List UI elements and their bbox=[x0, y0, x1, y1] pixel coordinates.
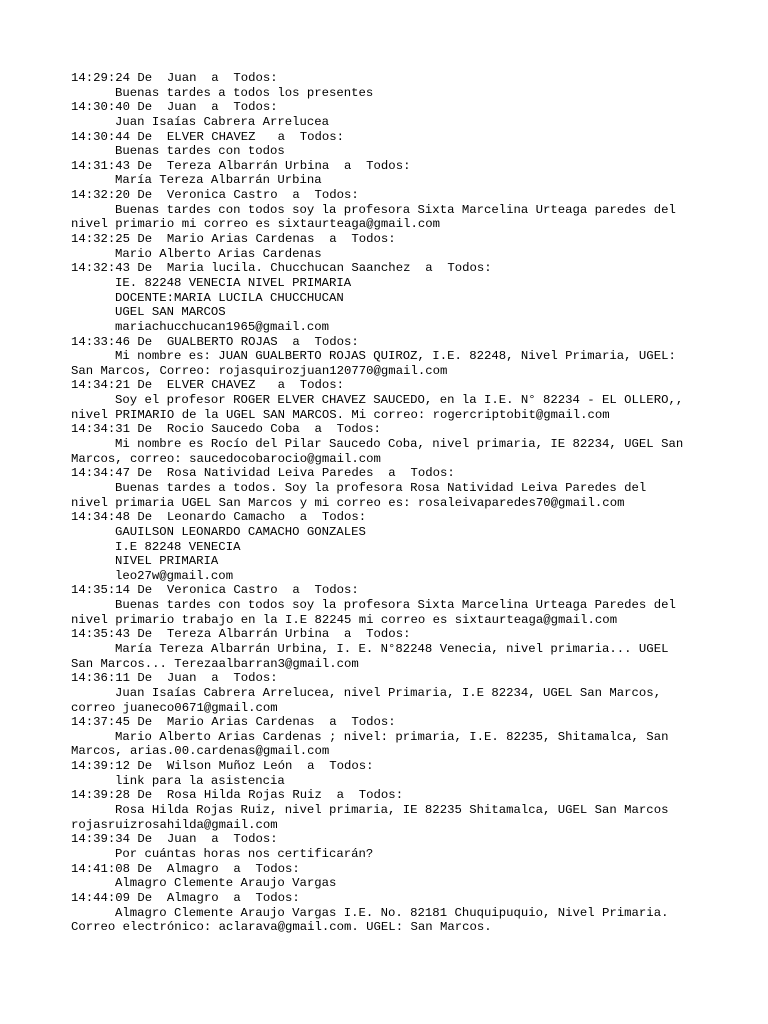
message-text: María Tereza Albarrán Urbina, I. E. N°82248 Venecia, nivel primaria... UGEL bbox=[115, 641, 669, 656]
message-text: NIVEL PRIMARIA bbox=[115, 554, 219, 569]
message-text: DOCENTE:MARIA LUCILA CHUCCHUCAN bbox=[115, 290, 344, 305]
message-header: 14:34:47 De Rosa Natividad Leiva Paredes a Todos: bbox=[71, 466, 455, 481]
message-text-continuation: Marcos, correo: saucedocobarocio@gmail.com bbox=[71, 451, 381, 466]
message-text: Mario Alberto Arias Cardenas ; nivel: primaria, I.E. 82235, Shitamalca, San bbox=[115, 729, 669, 744]
message-text: IE. 82248 VENECIA NIVEL PRIMARIA bbox=[115, 275, 352, 290]
message-header: 14:44:09 De Almagro a Todos: bbox=[71, 890, 300, 905]
message-header: 14:35:14 De Veronica Castro a Todos: bbox=[71, 583, 359, 598]
message-text: UGEL SAN MARCOS bbox=[115, 305, 226, 320]
message-header: 14:39:28 De Rosa Hilda Rojas Ruiz a Todos: bbox=[71, 788, 404, 803]
message-header: 14:36:11 De Juan a Todos: bbox=[71, 671, 278, 686]
message-header: 14:41:08 De Almagro a Todos: bbox=[71, 861, 300, 876]
message-text: Mi nombre es Rocío del Pilar Saucedo Coba, nivel primaria, IE 82234, UGEL San bbox=[115, 437, 684, 452]
chat-transcript bbox=[71, 71, 731, 935]
message-text-continuation: nivel PRIMARIO de la UGEL SAN MARCOS. Mi correo: rogercriptobit@gmail.com bbox=[71, 407, 610, 422]
message-text-continuation: correo juaneco0671@gmail.com bbox=[71, 700, 278, 715]
message-text: Juan Isaías Cabrera Arrelucea bbox=[115, 114, 330, 129]
message-text-continuation: rojasruizrosahilda@gmail.com bbox=[71, 817, 278, 832]
message-header: 14:30:40 De Juan a Todos: bbox=[71, 100, 278, 115]
message-text: María Tereza Albarrán Urbina bbox=[115, 173, 322, 188]
message-text: Soy el profesor ROGER ELVER CHAVEZ SAUCEDO, en la I.E. N° 82234 - EL OLLERO,, bbox=[115, 393, 684, 408]
message-text: I.E 82248 VENECIA bbox=[115, 539, 241, 554]
message-text-continuation: San Marcos, Correo: rojasquirozjuan120770@gmail.com bbox=[71, 363, 448, 378]
message-text: Buenas tardes a todos. Soy la profesora Rosa Natividad Leiva Paredes del bbox=[115, 480, 647, 495]
message-header: 14:34:48 De Leonardo Camacho a Todos: bbox=[71, 510, 367, 525]
message-text: Buenas tardes con todos bbox=[115, 144, 285, 159]
message-text-continuation: nivel primario mi correo es sixtaurteaga@gmail.com bbox=[71, 217, 440, 232]
message-text: mariachucchucan1965@gmail.com bbox=[115, 319, 330, 334]
message-text: leo27w@gmail.com bbox=[115, 568, 234, 583]
message-text-continuation: Correo electrónico: aclarava@gmail.com. UGEL: San Marcos. bbox=[71, 920, 492, 935]
message-header: 14:37:45 De Mario Arias Cardenas a Todos: bbox=[71, 715, 396, 730]
message-header: 14:29:24 De Juan a Todos: bbox=[71, 71, 278, 85]
message-text: link para la asistencia bbox=[115, 773, 285, 788]
message-text: GAUILSON LEONARDO CAMACHO GONZALES bbox=[115, 524, 366, 539]
message-text: Almagro Clemente Araujo Vargas bbox=[115, 876, 337, 891]
message-text-continuation: nivel primario trabajo en la I.E 82245 mi correo es sixtaurteaga@gmail.com bbox=[71, 612, 618, 627]
message-text: Mi nombre es: JUAN GUALBERTO ROJAS QUIROZ, I.E. 82248, Nivel Primaria, UGEL: bbox=[115, 349, 676, 364]
message-header: 14:34:31 De Rocio Saucedo Coba a Todos: bbox=[71, 422, 381, 437]
message-text: Buenas tardes con todos soy la profesora Sixta Marcelina Urteaga Paredes del bbox=[115, 598, 676, 613]
message-text-continuation: Marcos, arias.00.cardenas@gmail.com bbox=[71, 744, 330, 759]
message-header: 14:39:12 De Wilson Muñoz León a Todos: bbox=[71, 759, 374, 774]
message-text: Rosa Hilda Rojas Ruiz, nivel primaria, IE 82235 Shitamalca, UGEL San Marcos bbox=[115, 803, 669, 818]
message-header: 14:34:21 De ELVER CHAVEZ a Todos: bbox=[71, 378, 345, 393]
message-header: 14:33:46 De GUALBERTO ROJAS a Todos: bbox=[71, 334, 359, 349]
message-header: 14:39:34 De Juan a Todos: bbox=[71, 832, 278, 847]
message-header: 14:32:20 De Veronica Castro a Todos: bbox=[71, 188, 359, 203]
message-header: 14:35:43 De Tereza Albarrán Urbina a Todos: bbox=[71, 627, 411, 642]
message-text: Buenas tardes a todos los presentes bbox=[115, 85, 374, 100]
message-text-continuation: nivel primaria UGEL San Marcos y mi correo es: rosaleivaparedes70@gmail.com bbox=[71, 495, 625, 510]
message-text: Mario Alberto Arias Cardenas bbox=[115, 246, 322, 261]
message-text: Juan Isaías Cabrera Arrelucea, nivel Primaria, I.E 82234, UGEL San Marcos, bbox=[115, 685, 662, 700]
message-text: Por cuántas horas nos certificarán? bbox=[115, 846, 374, 861]
message-text: Almagro Clemente Araujo Vargas I.E. No. 82181 Chuquipuquio, Nivel Primaria. bbox=[115, 905, 669, 920]
message-header: 14:31:43 De Tereza Albarrán Urbina a Todos: bbox=[71, 158, 411, 173]
message-header: 14:32:43 De Maria lucila. Chucchucan Saanchez a Todos: bbox=[71, 261, 492, 276]
message-text-continuation: San Marcos... Terezaalbarran3@gmail.com bbox=[71, 656, 359, 671]
message-header: 14:30:44 De ELVER CHAVEZ a Todos: bbox=[71, 129, 345, 144]
message-text: Buenas tardes con todos soy la profesora Sixta Marcelina Urteaga paredes del bbox=[115, 202, 676, 217]
message-header: 14:32:25 De Mario Arias Cardenas a Todos: bbox=[71, 232, 396, 247]
